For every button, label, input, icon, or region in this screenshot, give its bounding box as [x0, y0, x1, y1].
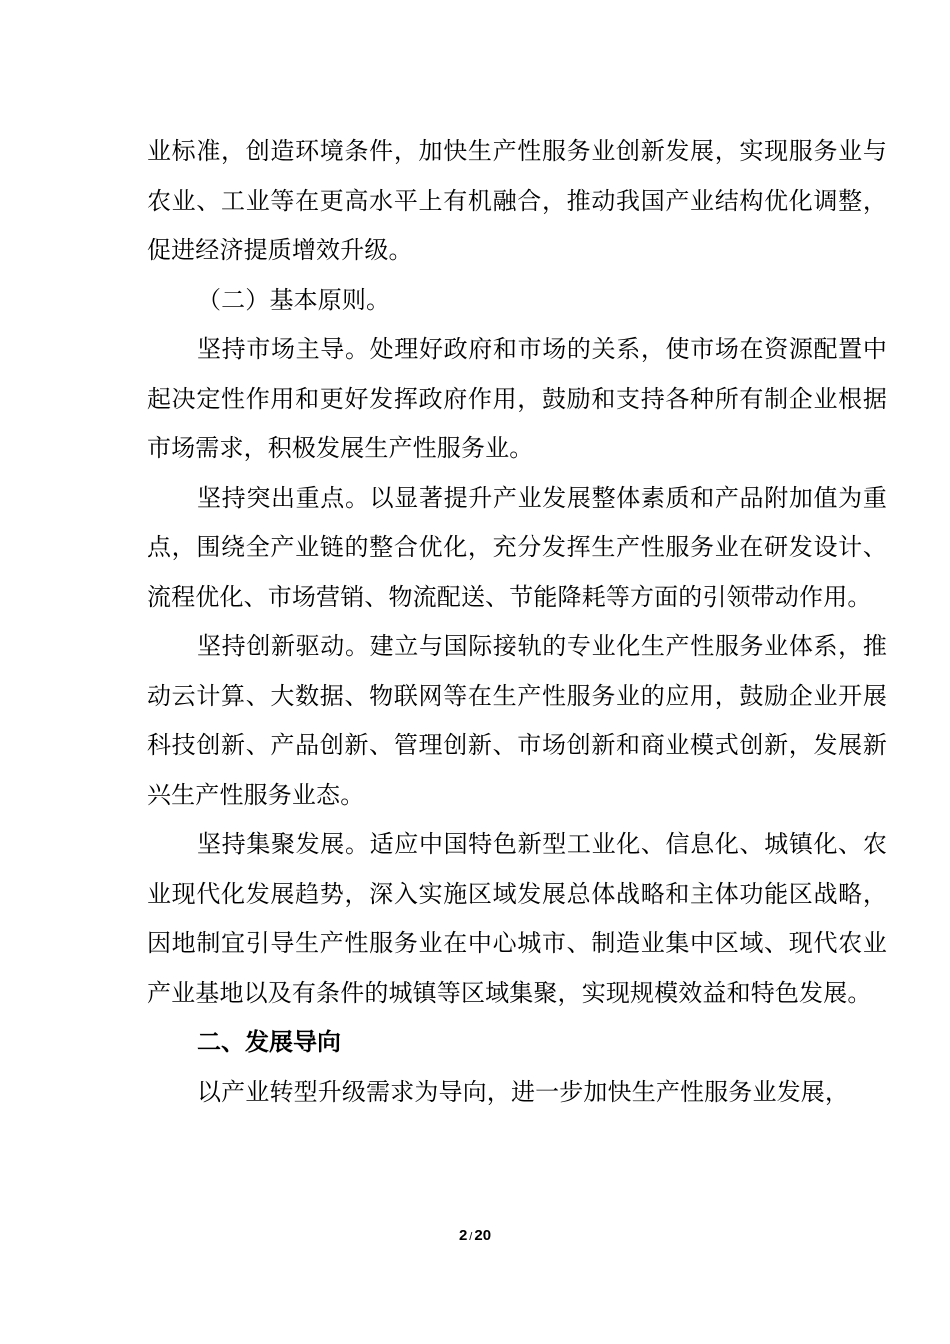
paragraph-cluster-development: 坚持集聚发展。适应中国特色新型工业化、信息化、城镇化、农业现代化发展趋势，深入实施区域发展总体战略和主体功能区战略，因地制宜引导生产性服务业在中心城市、制造业集中区域、现代农业产业基地以及有条件的城镇等区域集聚，实现规模效益和特色发展。 [147, 830, 887, 1007]
paragraph-innovation-driven: 坚持创新驱动。建立与国际接轨的专业化生产性服务业体系，推动云计算、大数据、物联网等在生产性服务业的应用，鼓励企业开展科技创新、产品创新、管理创新、市场创新和商业模式创新，发展新兴生产性服务业态。 [147, 632, 887, 809]
paragraph-orientation-intro: 以产业转型升级需求为导向，进一步加快生产性服务业发展， [197, 1077, 850, 1106]
page-separator: / [469, 1231, 473, 1243]
document-body [147, 127, 887, 1117]
page-number [0, 1226, 950, 1247]
current-page: 2 [458, 1227, 468, 1244]
section-heading-development-orientation: 二、发展导向 [197, 1028, 341, 1056]
section-subtitle-basic-principles: （二）基本原则。 [197, 285, 391, 314]
total-pages: 20 [474, 1227, 492, 1244]
paragraph-market-led: 坚持市场主导。处理好政府和市场的关系，使市场在资源配置中起决定性作用和更好发挥政府作用，鼓励和支持各种所有制企业根据市场需求，积极发展生产性服务业。 [147, 335, 887, 462]
paragraph-key-focus: 坚持突出重点。以显著提升产业发展整体素质和产品附加值为重点，围绕全产业链的整合优化，充分发挥生产性服务业在研发设计、流程优化、市场营销、物流配送、节能降耗等方面的引领带动作用。 [147, 483, 887, 611]
paragraph-continuation: 业标准，创造环境条件，加快生产性服务业创新发展，实现服务业与农业、工业等在更高水平上有机融合，推动我国产业结构优化调整，促进经济提质增效升级。 [147, 137, 887, 264]
